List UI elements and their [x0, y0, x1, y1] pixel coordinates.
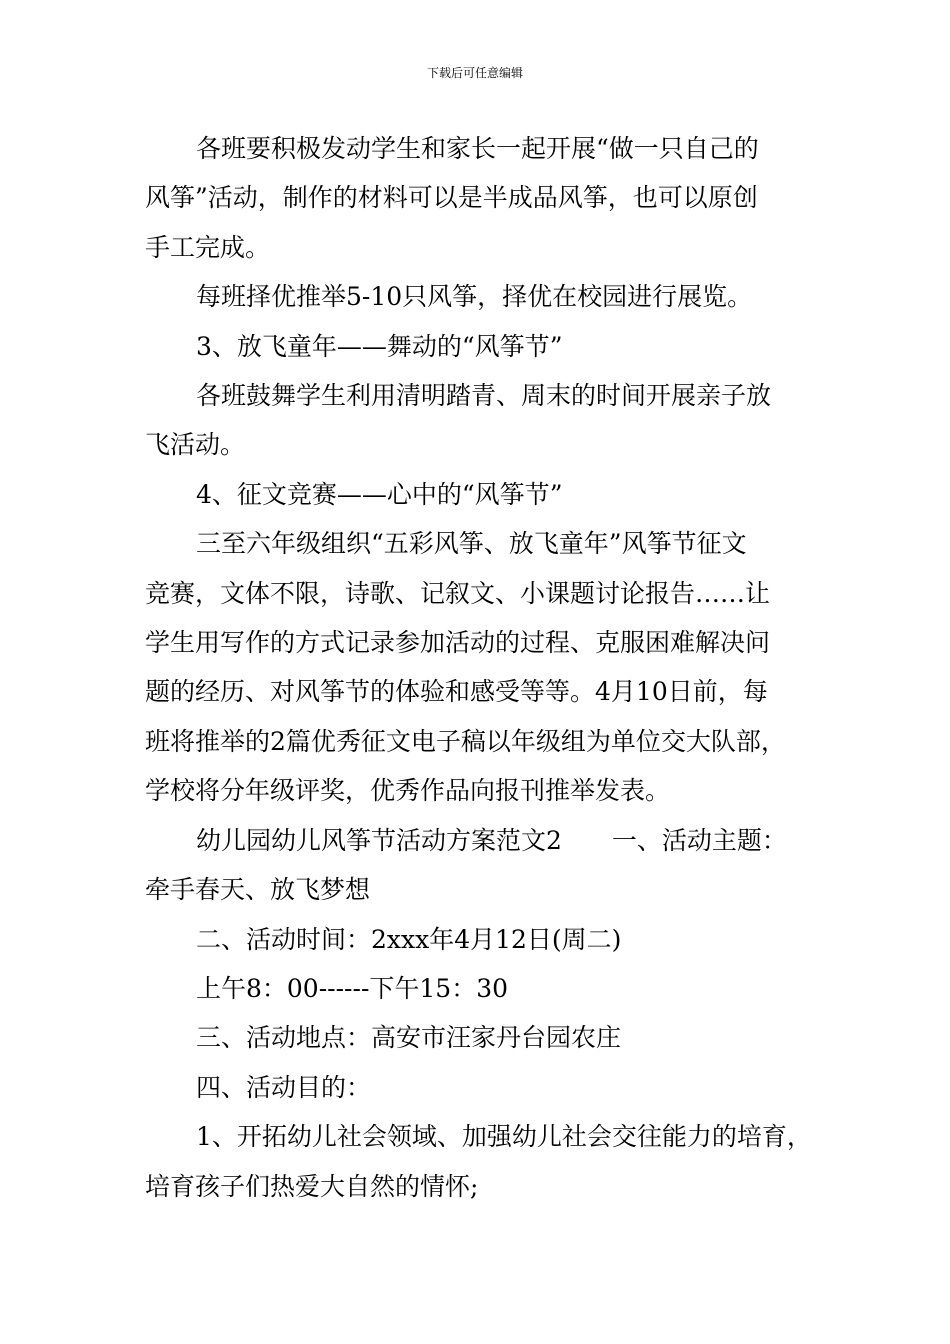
paragraph-line: 学校将分年级评奖，优秀作品向报刊推举发表。	[145, 776, 671, 806]
paragraph-line: 1、开拓幼儿社会领域、加强幼儿社会交往能力的培育，	[196, 1122, 812, 1152]
document-body	[145, 124, 815, 1211]
section-heading: 3、放飞童年——舞动的“风筝节”	[196, 331, 563, 361]
page-header: 下载后可任意编辑	[426, 66, 523, 80]
paragraph-line: 手工完成。	[145, 232, 271, 262]
paragraph-line: 竞赛，文体不限，诗歌、记叙文、小课题讨论报告……让	[145, 578, 771, 608]
section-heading: 4、征文竞赛——心中的“风筝节”	[196, 479, 563, 509]
paragraph-line: 每班择优推举5-10只风筝，择优在校园进行展览。	[196, 282, 753, 312]
section-heading: 二、活动时间：2xxx年4月12日(周二)	[196, 924, 622, 954]
paragraph-line: 三至六年级组织“五彩风筝、放飞童年”风筝节征文	[196, 529, 747, 559]
section-heading: 四、活动目的：	[196, 1072, 372, 1102]
paragraph-line: 培育孩子们热爱大自然的情怀;	[145, 1171, 479, 1201]
paragraph-line: 班将推举的2篇优秀征文电子稿以年级组为单位交大队部，	[145, 726, 786, 756]
paragraph-line: 风筝”活动，制作的材料可以是半成品风筝，也可以原创	[145, 183, 758, 213]
paragraph-line: 各班要积极发动学生和家长一起开展“做一只自己的	[196, 134, 759, 163]
section-heading: 三、活动地点：高安市汪家丹台园农庄	[196, 1023, 622, 1053]
document-title-line: 幼儿园幼儿风筝节活动方案范文2 一、活动主题：	[196, 825, 787, 855]
paragraph-line: 牵手春天、放飞梦想	[145, 875, 371, 905]
paragraph-line: 各班鼓舞学生利用清明踏青、周末的时间开展亲子放	[196, 381, 772, 411]
paragraph-line: 学生用写作的方式记录参加活动的过程、克服困难解决问	[145, 628, 771, 658]
paragraph-line: 飞活动。	[145, 430, 246, 460]
paragraph-line: 题的经历、对风筝节的体验和感受等等。4月10日前，每	[145, 677, 768, 707]
paragraph-line: 上午8：00------下午15：30	[196, 973, 509, 1003]
